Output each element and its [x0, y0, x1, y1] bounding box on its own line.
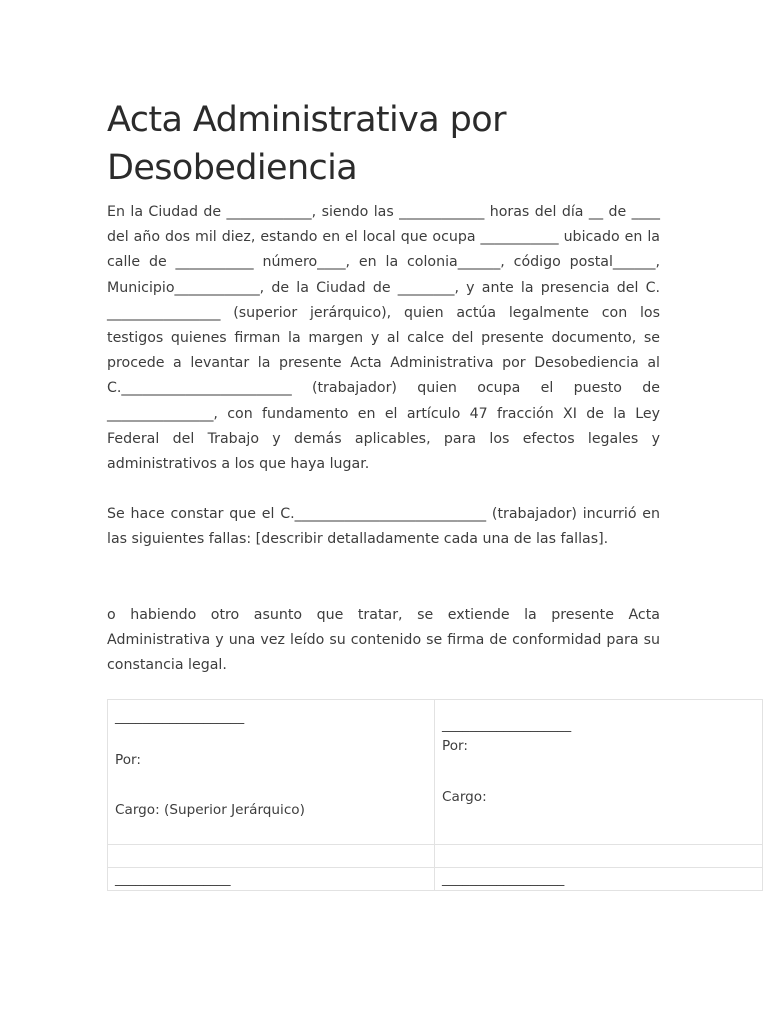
signature-line: __________________ [442, 871, 565, 887]
empty-cell [108, 845, 435, 868]
signature-cell-superior [108, 700, 435, 845]
signature-line: _________________ [115, 871, 231, 887]
por-label: Por: [115, 752, 141, 768]
paragraph-closing: o habiendo otro asunto que tratar, se extiende la presente Acta Administrativa y una vez leído su contenido se firma de conformidad para su constancia legal. [107, 607, 660, 674]
document-title: Acta Administrativa por Desobediencia [107, 100, 506, 188]
signature-line: ___________________ [115, 709, 245, 725]
witness-cell-left [108, 868, 435, 891]
paragraph-fallas: Se hace constar que el C.___________________________ (trabajador) incurrió en las siguientes fallas: [describir detalladamente cada una de las fallas]. [107, 506, 660, 548]
empty-cell [435, 845, 763, 868]
witness-signature-row [108, 868, 763, 891]
por-label: Por: [442, 738, 468, 754]
cargo-label: Cargo: (Superior Jerárquico) [115, 802, 305, 818]
signature-table [107, 699, 763, 891]
paragraph-intro: En la Ciudad de ____________, siendo las ____________ horas del día __ de ____ del año dos mil diez, estando en el local que ocupa ___________ ubicado en la calle de ___________ número____, en la colonia______, código postal______, Municipio____________, de la Ciudad de ________, y ante la presencia del C. ________________ (superior jerárquico), quien actúa legalmente con los testigos quienes firman la margen y al calce del presente documento, se procede a levantar la presente Acta Administrativa por Desobediencia al C.________________________ (trabajador) quien ocupa el puesto de _______________, con fundamento en el artículo 47 fracción XI de la Ley Federal del Trabajo y demás aplicables, para los efectos legales y administrativos a los que haya lugar. [107, 204, 660, 473]
witness-cell-right [435, 868, 763, 891]
empty-row [108, 845, 763, 868]
cargo-label: Cargo: [442, 789, 487, 805]
signature-row [108, 700, 763, 845]
signature-line: ___________________ [442, 717, 572, 733]
signature-cell-trabajador [435, 700, 763, 845]
